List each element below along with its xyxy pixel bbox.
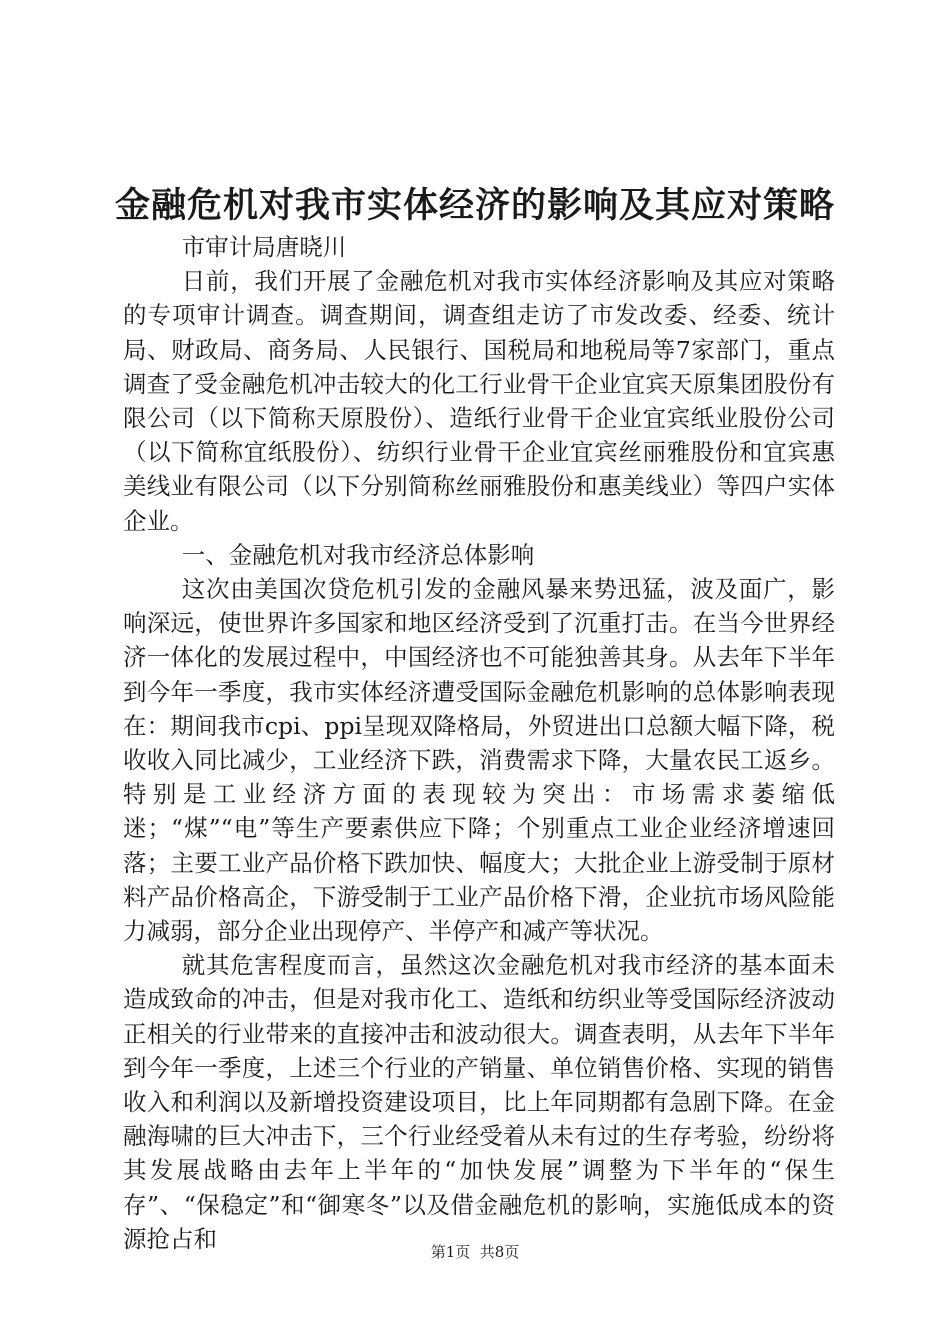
document-body <box>123 230 835 1256</box>
document-title: 金融危机对我市实体经济的影响及其应对策略 <box>114 185 835 226</box>
paragraph-intro: 日前，我们开展了金融危机对我市实体经济影响及其应对策略的专项审计调查。调查期间，调查组走访了市发改委、经委、统计局、财政局、商务局、人民银行、国税局和地税局等7家部门，重点调查了受金融危机冲击较大的化工行业骨干企业宜宾天原集团股份有限公司（以下简称天原股份）、造纸行业骨干企业宜宾纸业股份公司（以下简称宜纸股份）、纺织行业骨干企业宜宾丝丽雅股份和宜宾惠美线业有限公司（以下分别简称丝丽雅股份和惠美线业）等四户实体企业。 <box>123 267 835 535</box>
page-footer: 第1页 共8页 <box>430 1243 520 1261</box>
paragraph-severity: 就其危害程度而言，虽然这次金融危机对我市经济的基本面未造成致命的冲击，但是对我市化工、造纸和纺织业等受国际经济波动正相关的行业带来的直接冲击和波动很大。调查表明，从去年下半年到今年一季度，上述三个行业的产销量、单位销售价格、实现的销售收入和利润以及新增投资建设项目，比上年同期都有急剧下降。在金融海啸的巨大冲击下，三个行业经受着从未有过的生存考验，纷纷将其发展战略由去年上半年的“加快发展”调整为下半年的“保生存”、“保稳定”和“御寒冬”以及借金融危机的影响，实施低成本的资源抢占和 <box>123 951 835 1253</box>
section-heading: 一、金融危机对我市经济总体影响 <box>181 540 535 569</box>
author-line: 市审计局唐晓川 <box>181 233 347 261</box>
paragraph-overall-impact: 这次由美国次贷危机引发的金融风暴来势迅猛，波及面广，影响深远，使世界许多国家和地区经济受到了沉重打击。在当今世界经济一体化的发展过程中，中国经济也不可能独善其身。从去年下半年到今年一季度，我市实体经济遭受国际金融危机影响的总体影响表现在：期间我市cpi、ppi呈现双降格局，外贸进出口总额大幅下降，税收收入同比减少，工业经济下跌，消费需求下降，大量农民工返乡。特别是工业经济方面的表现较为突出：市场需求萎缩低迷；“煤”“电”等生产要素供应下降；个别重点工业企业经济增速回落；主要工业产品价格下跌加快、幅度大；大批企业上游受制于原材料产品价格高企，下游受制于工业产品价格下滑，企业抗市场风险能力减弱，部分企业出现停产、半停产和减产等状况。 <box>123 575 835 946</box>
